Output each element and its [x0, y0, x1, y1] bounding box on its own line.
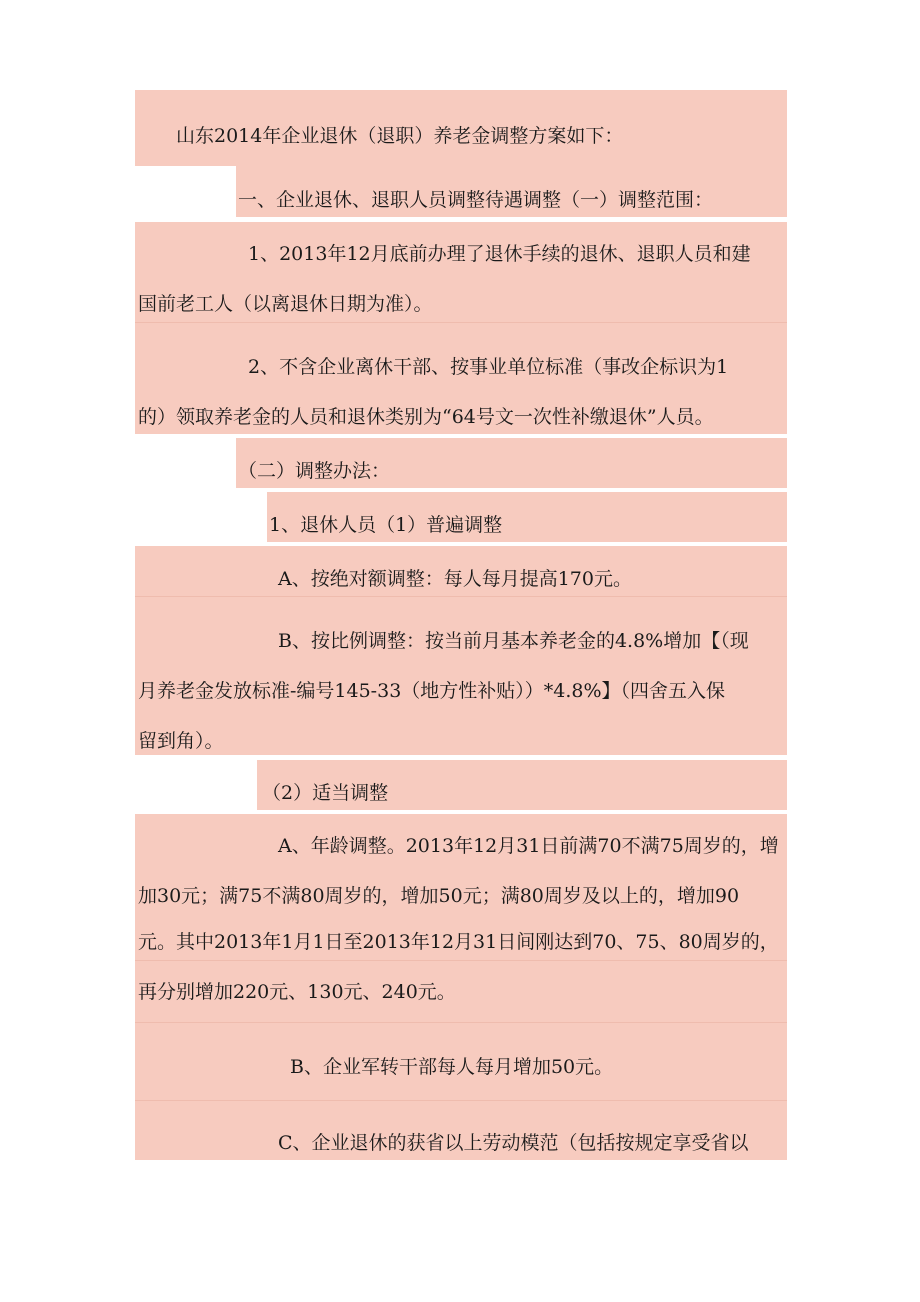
row-divider — [135, 322, 787, 323]
paragraph-ratio-line-1: B、按比例调整：按当前月基本养老金的4.8%增加【（现 — [278, 630, 749, 652]
paragraph-age-line-3: 元。其中2013年1月1日至2013年12月31日间刚达到70、75、80周岁的， — [138, 931, 779, 953]
subsection-heading: （2）适当调整 — [262, 782, 389, 804]
item-2-line-2: 的）领取养老金的人员和退休类别为“64号文一次性补缴退休”人员。 — [138, 406, 714, 428]
row-divider — [135, 960, 787, 961]
subsection-heading: 1、退休人员（1）普遍调整 — [269, 514, 503, 536]
document-title: 山东2014年企业退休（退职）养老金调整方案如下： — [176, 125, 624, 147]
item-2-line-1: 2、不含企业离休干部、按事业单位标准（事改企标识为1 — [248, 356, 729, 378]
row-divider — [135, 1022, 787, 1023]
section-heading: 一、企业退休、退职人员调整待遇调整（一）调整范围： — [238, 189, 714, 211]
paragraph-ratio-line-3: 留到角）。 — [138, 730, 224, 752]
item-1-line-1: 1、2013年12月底前办理了退休手续的退休、退职人员和建 — [248, 243, 751, 265]
item-1-line-2: 国前老工人（以离退休日期为准）。 — [138, 293, 433, 315]
paragraph-labor-model: C、企业退休的获省以上劳动模范（包括按规定享受省以 — [278, 1132, 749, 1154]
paragraph-military-cadres: B、企业军转干部每人每月增加50元。 — [290, 1056, 614, 1078]
paragraph-age-line-4: 再分别增加220元、130元、240元。 — [138, 981, 456, 1003]
row-divider — [135, 596, 787, 597]
paragraph-ratio-line-2: 月养老金发放标准-编号145-33（地方性补贴））*4.8%】（四舍五入保 — [138, 680, 726, 702]
paragraph-absolute-adjustment: A、按绝对额调整：每人每月提高170元。 — [278, 568, 632, 590]
paragraph-age-line-2: 加30元；满75不满80周岁的，增加50元；满80周岁及以上的，增加90 — [138, 885, 740, 907]
row-divider — [135, 1100, 787, 1101]
section-heading: （二）调整办法： — [238, 460, 391, 482]
paragraph-age-line-1: A、年龄调整。2013年12月31日前满70不满75周岁的，增 — [278, 835, 779, 857]
